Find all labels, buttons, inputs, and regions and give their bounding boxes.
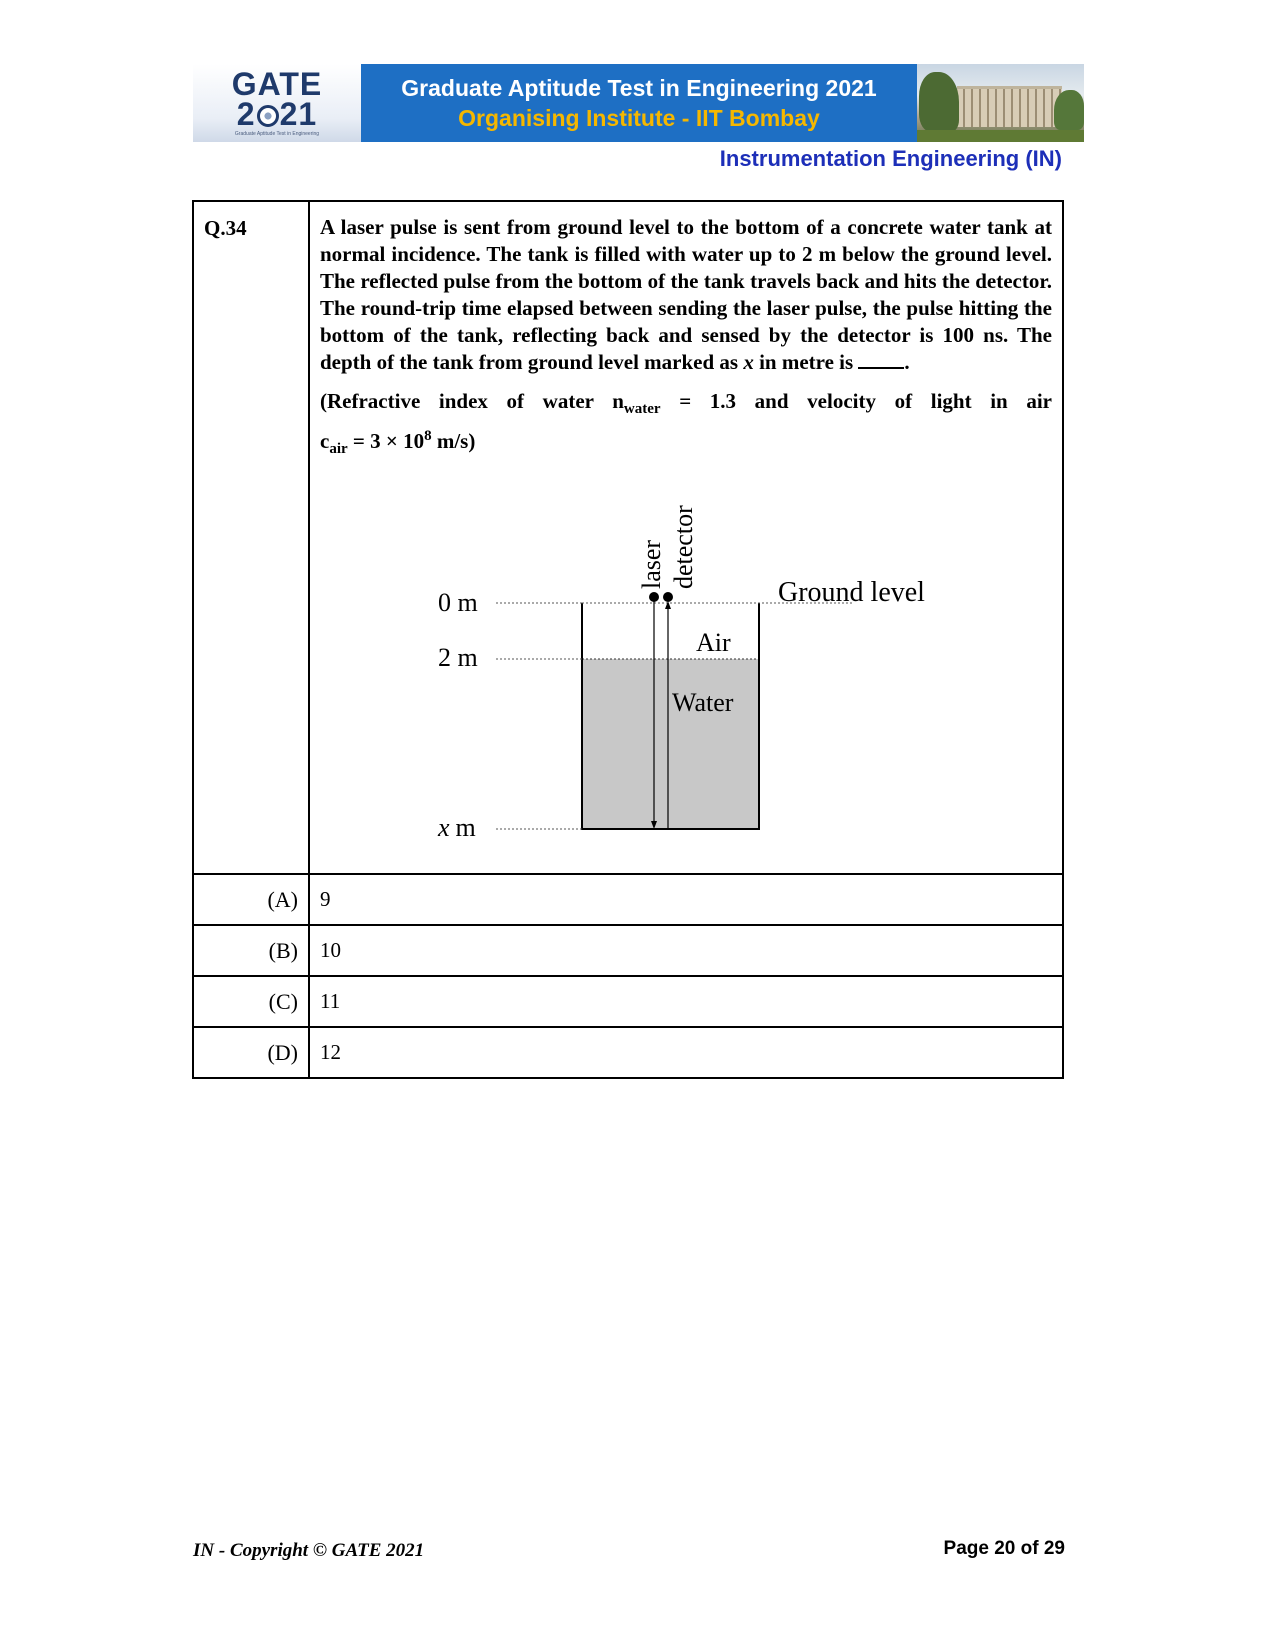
option-row-a[interactable] [193, 874, 1063, 925]
detector-label: detector [668, 505, 698, 590]
level-2m-label: 2 m [438, 643, 478, 673]
tree-image [1054, 90, 1084, 130]
header-banner [193, 64, 1084, 142]
option-row-d[interactable] [193, 1027, 1063, 1078]
option-value[interactable]: 10 [309, 925, 1063, 976]
exam-title: Graduate Aptitude Test in Engineering 2021 [401, 75, 877, 101]
given-data-line2: $c_{air} = 3 \times 10^8$ m/s) [320, 428, 476, 458]
tank-diagram [320, 463, 1060, 873]
laser-label: laser [636, 540, 666, 590]
option-label: (B) [193, 925, 309, 976]
option-label: (C) [193, 976, 309, 1027]
level-x-label: x m [438, 813, 476, 843]
option-value[interactable]: 11 [309, 976, 1063, 1027]
detector-icon [663, 592, 673, 602]
option-value[interactable]: 12 [309, 1027, 1063, 1078]
page-number: Page 20 of 29 [943, 1538, 1065, 1559]
answer-blank [858, 349, 904, 369]
option-row-b[interactable] [193, 925, 1063, 976]
tree-image [919, 72, 959, 132]
gate-logo [193, 64, 361, 142]
question-table [192, 200, 1064, 1079]
lawn-image [917, 130, 1084, 142]
subject-title: Instrumentation Engineering (IN) [719, 146, 1062, 171]
level-0m-label: 0 m [438, 588, 478, 618]
water-label: Water [672, 688, 734, 718]
copyright-text: IN - Copyright © GATE 2021 [193, 1540, 425, 1561]
ground-level-label: Ground level [778, 577, 925, 609]
logo-text-gate: GATE [231, 66, 323, 102]
given-data-line1: (Refractive index of water $n_{water} = 1.3$ and velocity of light in air [320, 389, 1053, 418]
reflected-arrowhead [665, 601, 671, 609]
building-image [957, 86, 1062, 127]
laser-icon [649, 592, 659, 602]
option-row-c[interactable] [193, 976, 1063, 1027]
campus-photo [917, 64, 1084, 142]
tank-figure [320, 463, 1052, 873]
water-fill [582, 659, 759, 829]
logo-text-year: 2 21 [236, 96, 318, 132]
option-label: (A) [193, 874, 309, 925]
question-body [309, 201, 1063, 874]
question-row [193, 201, 1063, 874]
exam-title-box [361, 64, 917, 142]
logo-tagline: Graduate Aptitude Test in Engineering [234, 131, 320, 137]
question-number: Q.34 [193, 201, 309, 874]
air-label: Air [696, 628, 731, 658]
option-label: (D) [193, 1027, 309, 1078]
option-value[interactable]: 9 [309, 874, 1063, 925]
seal-icon [257, 105, 279, 127]
organiser-text: Organising Institute - IIT Bombay [458, 105, 820, 131]
question-text: A laser pulse is sent from ground level to the bottom of a concrete water tank at normal incidence. The tank is filled with water up to 2 m below the ground level. The reflected pulse from the bottom of the tank travels back and hits the detector. The round-trip time elapsed between sending the laser pulse, the pulse hitting the bottom of the tank, reflecting back and sensed by the detector is 100 ns. The depth of the tank from ground level marked as x in metre is . [320, 215, 1052, 374]
